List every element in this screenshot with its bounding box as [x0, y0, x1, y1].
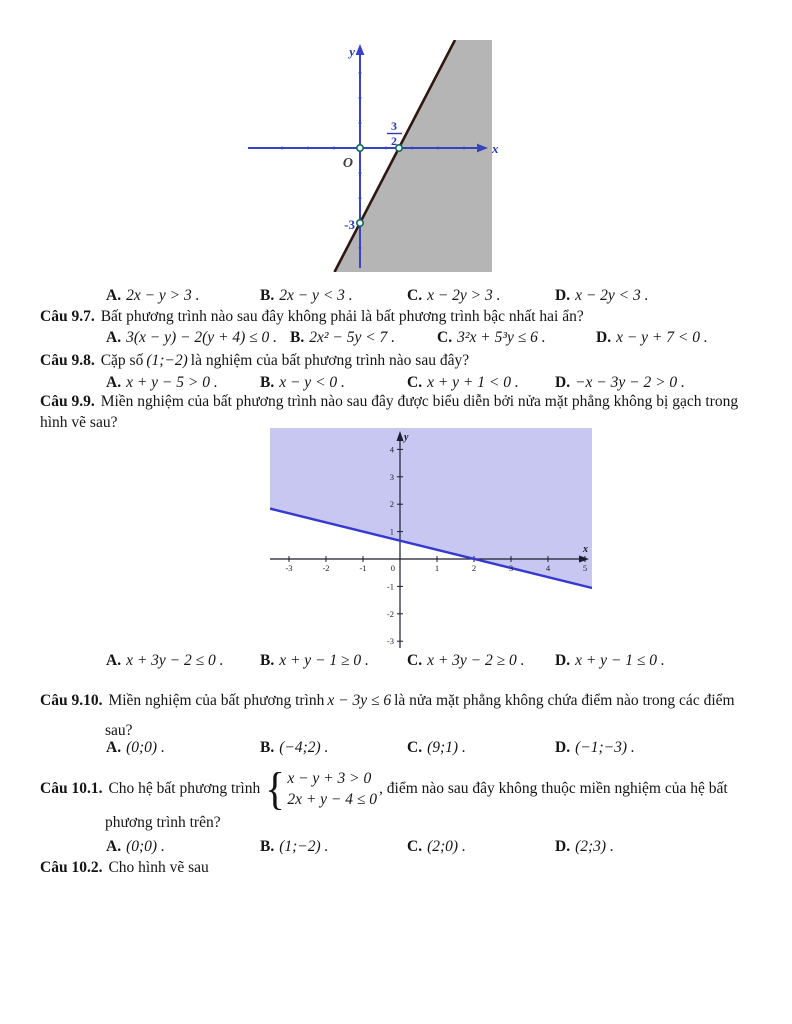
question-10-1-label: Câu 10.1. — [40, 780, 103, 797]
graph2-ytick-1: 1 — [389, 526, 394, 537]
graph-2-figure — [270, 428, 592, 655]
graph2-ytick--2: -2 — [386, 608, 394, 619]
options-9-10 — [40, 739, 760, 761]
option-10-1-a: A. (0;0) . — [106, 838, 165, 855]
question-9-9-text2: hình vẽ sau? — [40, 414, 118, 431]
option-9-10-a: A. (0;0) . — [106, 739, 165, 756]
option-9-7-b: B. 2x² − 5y < 7 . — [290, 329, 396, 346]
option-g1-b: B. 2x − y < 3 . — [260, 287, 353, 304]
graph2-y-axis-label: y — [404, 432, 409, 443]
graph2-xtick-1: 1 — [434, 563, 440, 573]
options-10-1 — [40, 838, 760, 860]
option-g1-a: A. 2x − y > 3 . — [106, 287, 200, 304]
inequality-system — [264, 763, 378, 814]
graph2-xtick-3: 3 — [508, 563, 514, 573]
question-9-8-math: (1;−2) — [146, 352, 188, 369]
question-9-10-text-pre: Miền nghiệm của bất phương trình — [108, 692, 325, 709]
graph2-xtick--3: -3 — [285, 563, 293, 573]
option-9-7-d: D. x − y + 7 < 0 . — [596, 329, 708, 346]
question-9-10-text-post: là nửa mặt phẳng không chứa điểm nào trong các điểm — [394, 692, 735, 709]
graph1-origin-label: O — [342, 156, 353, 171]
system-brace: { — [265, 763, 286, 814]
graph-2-svg — [270, 428, 592, 650]
question-9-9-line1 — [40, 393, 738, 411]
question-9-9-line2 — [40, 414, 117, 432]
question-10-2-label: Câu 10.2. — [40, 859, 103, 876]
option-10-1-b: B. (1;−2) . — [260, 838, 329, 855]
graph1-shaded-region — [335, 40, 493, 272]
graph1-y-arrowhead — [356, 44, 365, 55]
question-9-7 — [40, 308, 584, 326]
graph2-x-axis-label: x — [583, 544, 588, 555]
question-10-2-text: Cho hình vẽ sau — [108, 859, 209, 876]
question-9-9-label: Câu 9.9. — [40, 393, 95, 410]
question-9-8-label: Câu 9.8. — [40, 352, 95, 369]
option-9-8-d: D. −x − 3y − 2 > 0 . — [555, 374, 685, 391]
graph1-x-intercept-numerator: 3 — [391, 119, 397, 133]
system-line-2: 2x + y − 4 ≤ 0 — [287, 791, 378, 808]
graph1-y-axis-label: y — [349, 44, 355, 59]
option-9-9-a: A. x + 3y − 2 ≤ 0 . — [106, 652, 224, 669]
option-9-7-a: A. 3(x − y) − 2(y + 4) ≤ 0 . — [106, 329, 277, 346]
options-9-9 — [40, 652, 760, 674]
question-9-10-line2 — [105, 722, 133, 740]
option-9-9-d: D. x + y − 1 ≤ 0 . — [555, 652, 665, 669]
graph2-xtick--2: -2 — [322, 563, 330, 573]
option-9-10-b: B. (−4;2) . — [260, 739, 329, 756]
option-g1-c: C. x − 2y > 3 . — [407, 287, 501, 304]
graph-1-svg — [245, 40, 503, 272]
graph2-ytick-4: 4 — [389, 444, 394, 455]
option-9-9-c: C. x + 3y − 2 ≥ 0 . — [407, 652, 525, 669]
option-10-1-d: D. (2;3) . — [555, 838, 614, 855]
graph1-y-intercept-label: -3 — [344, 217, 355, 232]
graph2-shaded-region — [270, 428, 592, 588]
question-9-10-text2: sau? — [105, 722, 133, 739]
option-9-8-b: B. x − y < 0 . — [260, 374, 345, 391]
question-10-2 — [40, 859, 209, 877]
question-9-10-line1 — [40, 692, 735, 710]
option-g1-d: D. x − 2y < 3 . — [555, 287, 649, 304]
option-9-10-c: C. (9;1) . — [407, 739, 466, 756]
question-10-1-text-after: , điểm nào sau đây không thuộc miền nghiệm của hệ bất — [379, 780, 728, 797]
graph2-xtick-4: 4 — [545, 563, 551, 573]
question-9-7-label: Câu 9.7. — [40, 308, 95, 325]
system-lines — [287, 768, 377, 810]
option-9-10-d: D. (−1;−3) . — [555, 739, 635, 756]
options-9-7 — [40, 329, 760, 351]
question-10-1-line2 — [105, 814, 221, 832]
graph2-ytick--3: -3 — [386, 636, 394, 647]
option-9-8-a: A. x + y − 5 > 0 . — [106, 374, 218, 391]
question-9-10-label: Câu 9.10. — [40, 692, 103, 709]
option-9-9-b: B. x + y − 1 ≥ 0 . — [260, 652, 369, 669]
question-9-8-text-pre: Cặp số — [100, 352, 144, 369]
graph2-xtick-5: 5 — [582, 563, 588, 573]
graph2-xtick-0: 0 — [390, 563, 395, 573]
question-10-1-text-before: Cho hệ bất phương trình — [108, 780, 261, 797]
option-10-1-c: C. (2;0) . — [407, 838, 466, 855]
graph2-ytick-2: 2 — [389, 499, 394, 510]
question-9-9-text1: Miền nghiệm của bất phương trình nào sau đây được biểu diễn bởi nửa mặt phẳng không bị gạch trong — [100, 393, 739, 410]
option-9-8-c: C. x + y + 1 < 0 . — [407, 374, 519, 391]
graph2-ytick-3: 3 — [389, 471, 394, 482]
option-9-7-c: C. 3²x + 5³y ≤ 6 . — [437, 329, 546, 346]
question-10-1-line1 — [40, 764, 728, 814]
graph2-xtick--1: -1 — [359, 563, 367, 573]
answer-row-graph1 — [40, 287, 760, 309]
graph1-x-axis-label: x — [492, 141, 499, 156]
system-line-1: x − y + 3 > 0 — [287, 770, 372, 787]
graph2-xtick-2: 2 — [471, 563, 477, 573]
graph1-x-intercept-denominator: 2 — [391, 134, 397, 148]
question-9-7-text: Bất phương trình nào sau đây không phải là bất phương trình bậc nhất hai ẩn? — [100, 308, 584, 325]
graph2-ytick--1: -1 — [386, 581, 394, 592]
question-9-10-math: x − 3y ≤ 6 — [327, 692, 392, 709]
graph-1-figure — [245, 40, 503, 277]
question-9-8 — [40, 352, 469, 370]
question-10-1-text2: phương trình trên? — [105, 814, 221, 831]
question-9-8-text-post: là nghiệm của bất phương trình nào sau đây? — [190, 352, 470, 369]
